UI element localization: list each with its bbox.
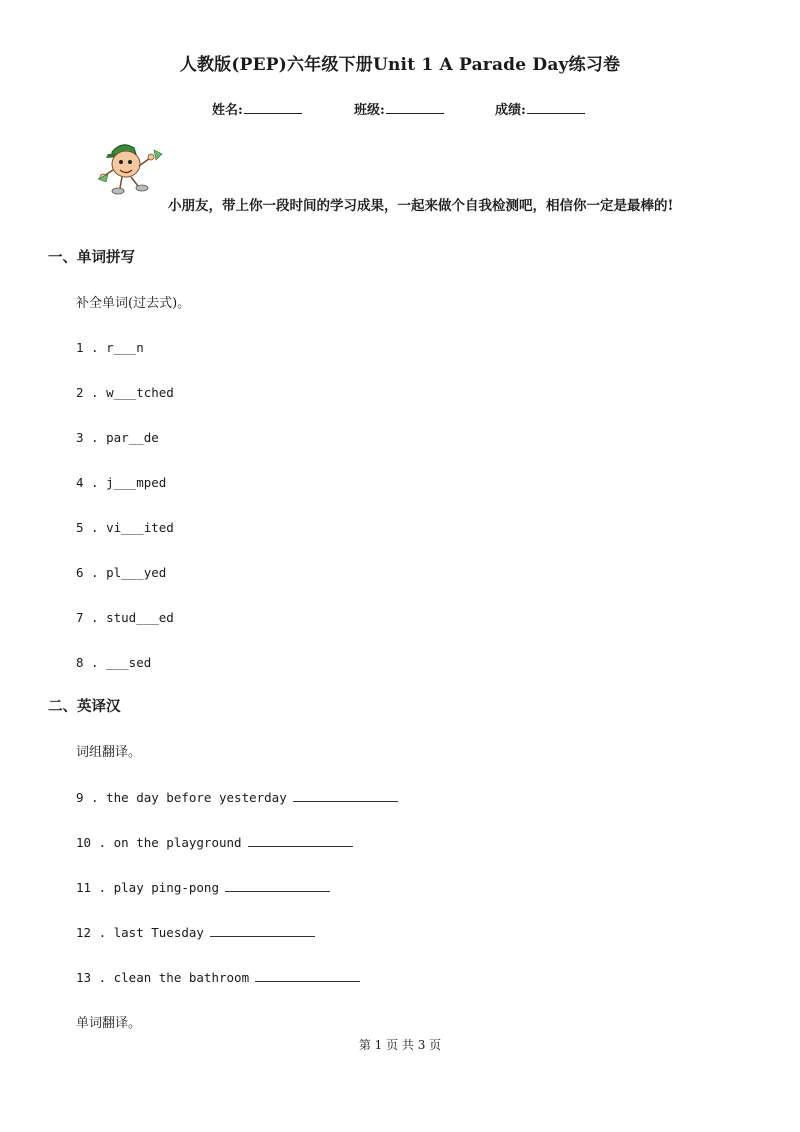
question-item: 3 . par__de: [76, 430, 159, 445]
question-item: 4 . j___mped: [76, 475, 167, 490]
section1-instruction: 补全单词(过去式)。: [76, 296, 191, 311]
page-footer: 第 1 页 共 3 页: [358, 1038, 442, 1052]
name-field: [212, 99, 302, 118]
question-item: 1 . r___n: [76, 340, 144, 355]
translation-text: 12 . last Tuesday: [76, 925, 204, 940]
translation-item: [76, 879, 330, 895]
translation-item: [76, 969, 360, 985]
answer-line[interactable]: [225, 879, 330, 892]
answer-line[interactable]: [293, 789, 398, 802]
page-title: 人教版(PEP)六年级下册Unit 1 A Parade Day练习卷: [179, 55, 621, 75]
answer-line[interactable]: [255, 969, 360, 982]
name-blank[interactable]: [244, 99, 302, 114]
cartoon-boy-icon: [98, 140, 166, 198]
name-label: 姓名:: [212, 103, 243, 118]
translation-text: 11 . play ping-pong: [76, 880, 219, 895]
translation-text: 10 . on the playground: [76, 835, 242, 850]
question-item: 6 . pl___yed: [76, 565, 167, 580]
class-field: [354, 99, 444, 118]
section-heading-spelling: 一、单词拼写: [48, 249, 135, 266]
score-field: [495, 99, 585, 118]
translation-text: 13 . clean the bathroom: [76, 970, 250, 985]
score-blank[interactable]: [527, 99, 585, 114]
question-item: 5 . vi___ited: [76, 520, 174, 535]
translation-item: [76, 789, 398, 805]
encouragement-text: 小朋友，带上你一段时间的学习成果，一起来做个自我检测吧，相信你一定是最棒的!: [168, 198, 674, 214]
class-blank[interactable]: [386, 99, 444, 114]
translation-item: [76, 924, 315, 940]
answer-line[interactable]: [248, 834, 353, 847]
score-label: 成绩:: [495, 103, 526, 118]
question-item: 8 . ___sed: [76, 655, 152, 670]
question-item: 7 . stud___ed: [76, 610, 174, 625]
question-item: 2 . w___tched: [76, 385, 174, 400]
section-heading-translation: 二、英译汉: [48, 698, 121, 715]
section2-instruction-2: 单词翻译。: [76, 1016, 142, 1031]
translation-text: 9 . the day before yesterday: [76, 790, 287, 805]
section2-instruction: 词组翻译。: [76, 745, 142, 760]
translation-item: [76, 834, 353, 850]
class-label: 班级:: [354, 103, 385, 118]
answer-line[interactable]: [210, 924, 315, 937]
